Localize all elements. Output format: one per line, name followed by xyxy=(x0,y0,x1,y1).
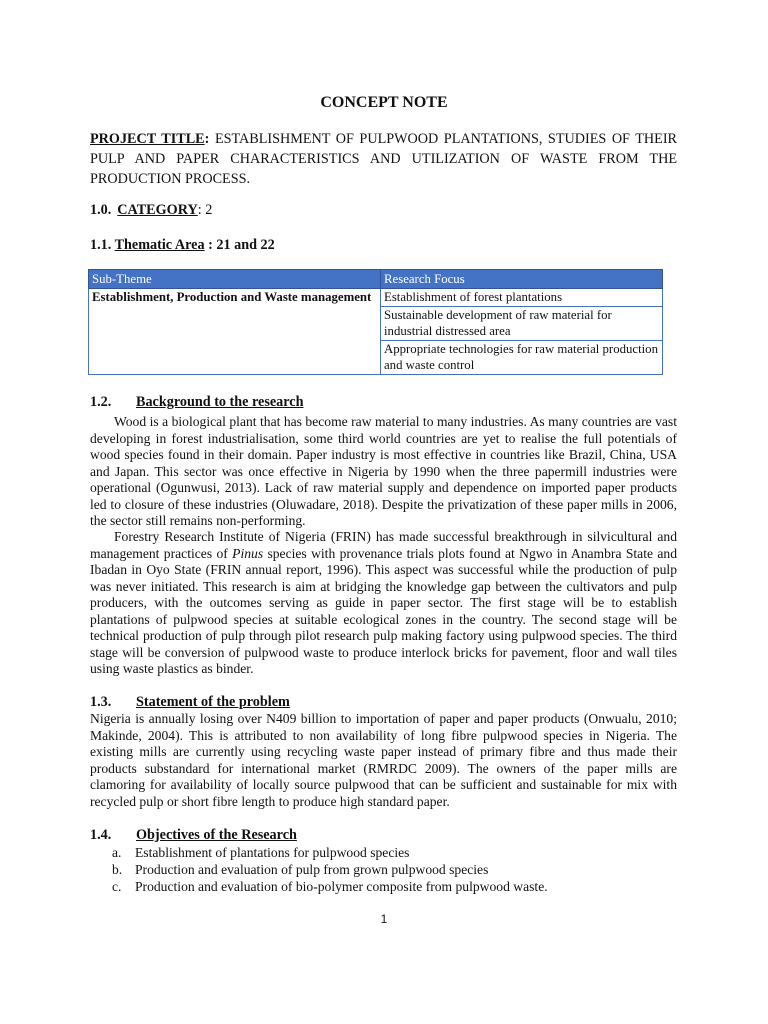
thematic-label: Thematic Area xyxy=(114,237,205,253)
section-title: Statement of the problem xyxy=(136,694,290,710)
project-title-text: ESTABLISHMENT OF PULPWOOD PLANTATIONS, STUDIES OF THEIR PULP AND PAPER CHARACTERISTICS AND UTILIZATION OF WASTE FROM THE PRODUCTION PROCESS. xyxy=(90,131,678,187)
list-item-text: Production and evaluation of bio-polymer composite from pulpwood waste. xyxy=(135,879,548,894)
section-title: Background to the research xyxy=(136,394,304,410)
paragraph-text: Wood is a biological plant that has become raw material to many industries. As many countries are vast developing in forest industrialisation, some third world countries are yet to realise the full potentials of wood species found in their domain. Paper industry is most effective in countries like Brazil, China, USA and Japan. This sector was once effective in Nigeria by 1990 when the three papermill industries were operational (Ogunwusi, 2013). Lack of raw material supply and dependence on imported paper products led to closure of these industries (Oluwadare, 2018). Despite the privatization of these paper mills in 2006, the sector still remains non-performing. xyxy=(90,414,677,528)
background-paragraph-2 xyxy=(90,529,677,678)
background-paragraph-1 xyxy=(90,414,677,530)
paragraph-text-part: species with provenance trials plots found at Ngwo in Anambra State and Ibadan in Oyo State (FRIN annual report, 1996). This aspect was successful while the production of pulp was never initiated. This research is aim at bridging the knowledge gap between the cultivators and pulp producers, with the outcomes serving as guide in paper sector. The first stage will be to establish plantations of pulpwood species at suitable ecological zones in the country. The second stage will be technical production of pulp through pilot research pulp making factory using pulpwood species. The third stage will be conversion of pulpwood waste to produce interlock bricks for pavement, floor and wall tiles using waste plastics as binder. xyxy=(90,545,677,676)
list-marker: b. xyxy=(112,862,123,877)
sub-theme-table xyxy=(88,269,663,375)
list-marker: a. xyxy=(112,845,122,860)
category-number: 1.0. xyxy=(90,202,112,218)
project-title-label: PROJECT TITLE xyxy=(90,131,205,147)
list-item-text: Production and evaluation of pulp from grown pulpwood species xyxy=(135,862,489,877)
research-focus-cell: Sustainable development of raw material for industrial distressed area xyxy=(381,306,663,340)
category-value: : 2 xyxy=(197,202,213,218)
project-title-block xyxy=(90,129,677,189)
section-heading-background xyxy=(90,394,304,411)
thematic-number: 1.1. xyxy=(90,237,112,253)
page-number: 1 xyxy=(380,912,388,926)
section-number: 1.3. xyxy=(90,694,112,710)
category-label: CATEGORY xyxy=(117,202,198,218)
research-focus-cell: Establishment of forest plantations xyxy=(381,289,663,307)
list-marker: c. xyxy=(112,879,122,894)
section-number: 1.2. xyxy=(90,394,112,410)
list-item xyxy=(90,878,677,895)
list-item xyxy=(90,861,677,878)
section-heading-objectives xyxy=(90,827,297,844)
header-research-focus: Research Focus xyxy=(381,270,663,289)
paragraph-text-part: Forestry Research Institute of Nigeria (FRIN) has made successful breakthrough in silvicultural and management practices of xyxy=(90,529,677,561)
document-title: CONCEPT NOTE xyxy=(320,94,448,111)
thematic-value: : 21 and 22 xyxy=(204,237,275,253)
category-line xyxy=(90,202,212,219)
thematic-area-line xyxy=(90,237,275,254)
project-title-colon: : xyxy=(204,131,210,147)
table-header-row xyxy=(89,270,663,289)
list-item xyxy=(90,844,677,861)
sub-theme-cell: Establishment, Production and Waste management xyxy=(89,289,381,375)
section-title: Objectives of the Research xyxy=(136,827,297,843)
list-item-text: Establishment of plantations for pulpwood species xyxy=(135,845,410,860)
section-number: 1.4. xyxy=(90,827,112,843)
paragraph-text xyxy=(90,529,677,676)
italic-species-name: Pinus xyxy=(232,545,264,561)
objectives-list xyxy=(90,844,677,895)
section-heading-problem xyxy=(90,694,290,711)
table-row xyxy=(89,289,663,307)
problem-paragraph: Nigeria is annually losing over N409 billion to importation of paper and paper products (Onwualu, 2010; Makinde, 2004). This is attributed to non availability of long fibre pulpwood species in Nigeria. The existing mills are currently using recycling waste paper instead of primary fibre and thus made their products substandard for international market (RMRDC 2009). The owners of the paper mills are clamoring for availability of locally source pulpwood that can be sufficient and sustainable for mix with recycled pulp or short fibre length to produce high standard paper. xyxy=(90,711,677,809)
header-sub-theme: Sub-Theme xyxy=(89,270,381,289)
research-focus-cell: Appropriate technologies for raw material production and waste control xyxy=(381,340,663,374)
